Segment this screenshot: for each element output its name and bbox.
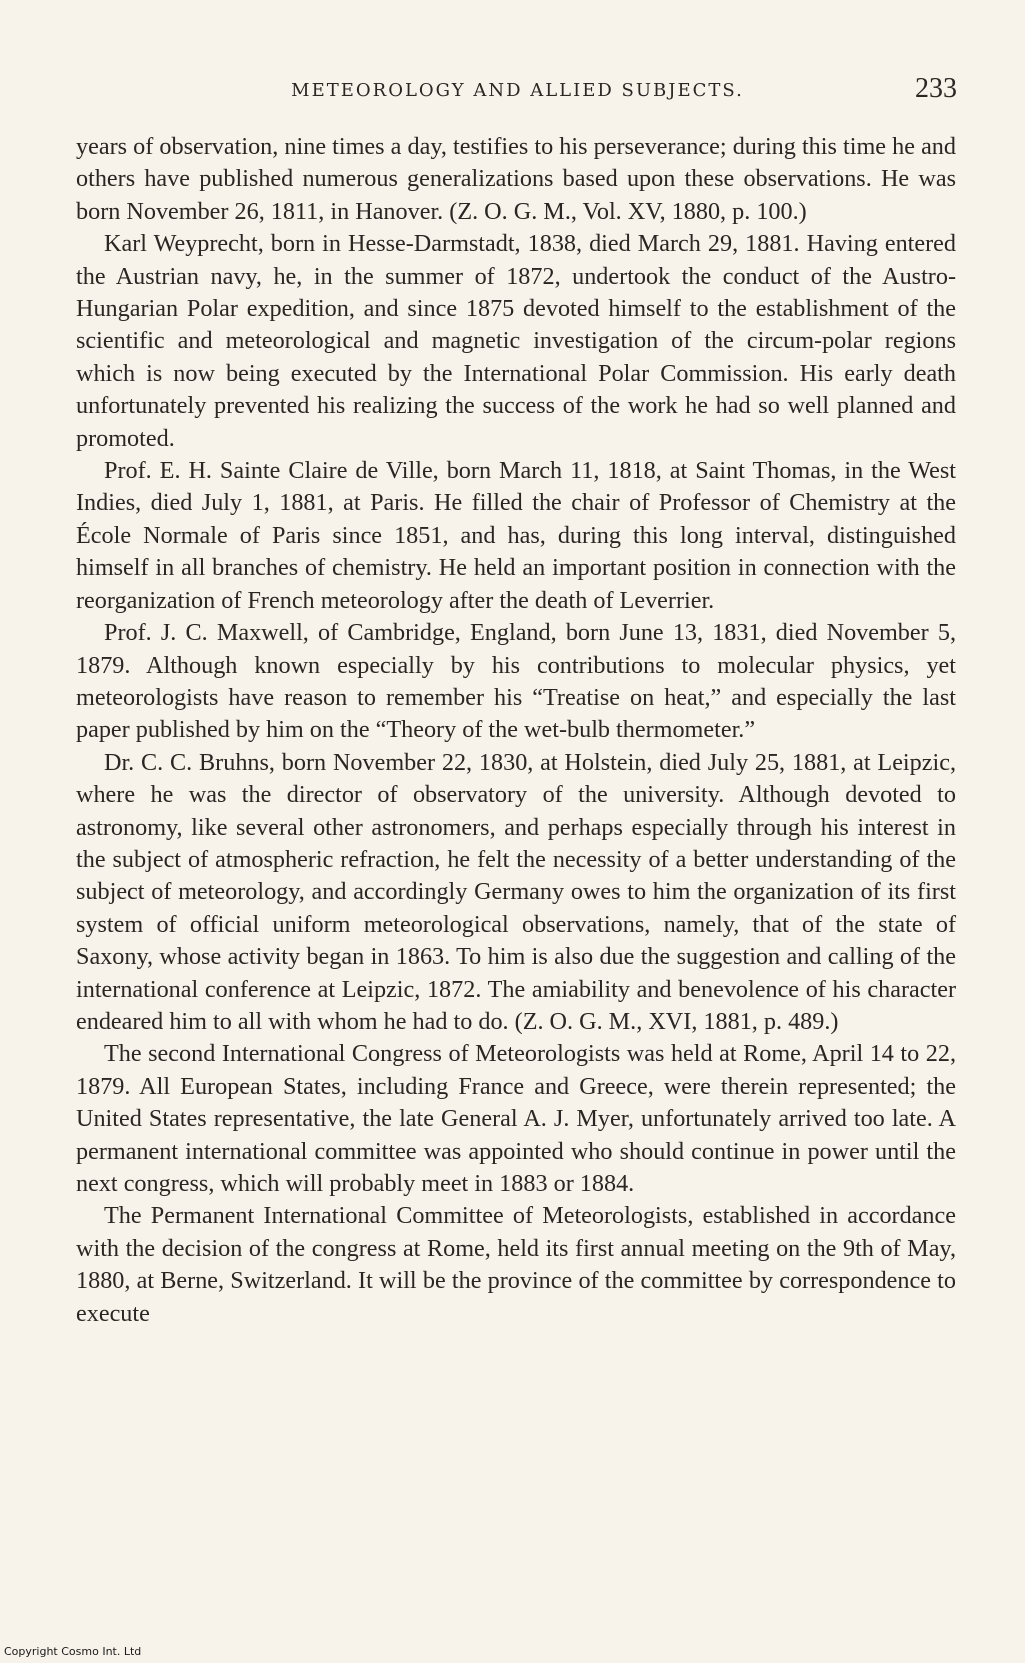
page-number: 233	[915, 73, 957, 104]
paragraph-continuation: years of observation, nine times a day, testifies to his perseverance; during this time he and others have published numerous generalizations based upon these observations. He was born November 26, 1811, in Hanover. (Z. O. G. M., Vol. XV, 1880, p. 100.)	[76, 133, 956, 225]
running-title: METEOROLOGY AND ALLIED SUBJECTS.	[291, 80, 744, 101]
paragraph-sainte-claire-de-ville: Prof. E. H. Sainte Claire de Ville, born March 11, 1818, at Saint Thomas, in the West Indies, died July 1, 1881, at Paris. He filled the chair of Professor of Chemistry at the École Normale of Paris since 1851, and has, during this long interval, distinguished himself in all branches of chemistry. He held an important position in connection with the reorganization of French meteorology after the death of Leverrier.	[76, 457, 956, 614]
paragraph-weyprecht: Karl Weyprecht, born in Hesse-Darmstadt, 1838, died March 29, 1881. Having entered the Austrian navy, he, in the summer of 1872, undertook the conduct of the Austro-Hungarian Polar expedition, and since 1875 devoted himself to the establishment of the scientific and meteorological and magnetic investigation of the circum-polar regions which is now being executed by the International Polar Commission. His early death unfortunately prevented his realizing the success of the work he had so well planned and promoted.	[76, 230, 956, 452]
paragraph-maxwell: Prof. J. C. Maxwell, of Cambridge, England, born June 13, 1831, died November 5, 1879. Although known especially by his contributions to molecular physics, yet meteorologists have reason to remember his “Treatise on heat,” and especially the last paper published by him on the “Theory of the wet-bulb thermometer.”	[76, 619, 956, 744]
page-header	[76, 70, 959, 110]
copyright-notice: Copyright Cosmo Int. Ltd	[4, 1645, 142, 1658]
paragraph-permanent-committee: The Permanent International Committee of Meteorologists, established in accordance with the decision of the congress at Rome, held its first annual meeting on the 9th of May, 1880, at Berne, Switzerland. It will be the province of the committee by correspondence to execute	[76, 1202, 956, 1327]
paragraph-congress-rome: The second International Congress of Meteorologists was held at Rome, April 14 to 22, 1879. All European States, including France and Greece, were therein represented; the United States representative, the late General A. J. Myer, unfortunately arrived too late. A permanent international committee was appointed who should continue in power until the next congress, which will probably meet in 1883 or 1884.	[76, 1040, 956, 1197]
body-text	[76, 131, 956, 1330]
paragraph-bruhns: Dr. C. C. Bruhns, born November 22, 1830, at Holstein, died July 25, 1881, at Leipzic, where he was the director of observatory of the university. Although devoted to astronomy, like several other astronomers, and perhaps especially through his interest in the subject of atmospheric refraction, he felt the necessity of a better understanding of the subject of meteorology, and accordingly Germany owes to him the organization of its first system of official uniform meteorological observations, namely, that of the state of Saxony, whose activity began in 1863. To him is also due the suggestion and calling of the international conference at Leipzic, 1872. The amiability and benevolence of his character endeared him to all with whom he had to do. (Z. O. G. M., XVI, 1881, p. 489.)	[76, 748, 956, 1035]
